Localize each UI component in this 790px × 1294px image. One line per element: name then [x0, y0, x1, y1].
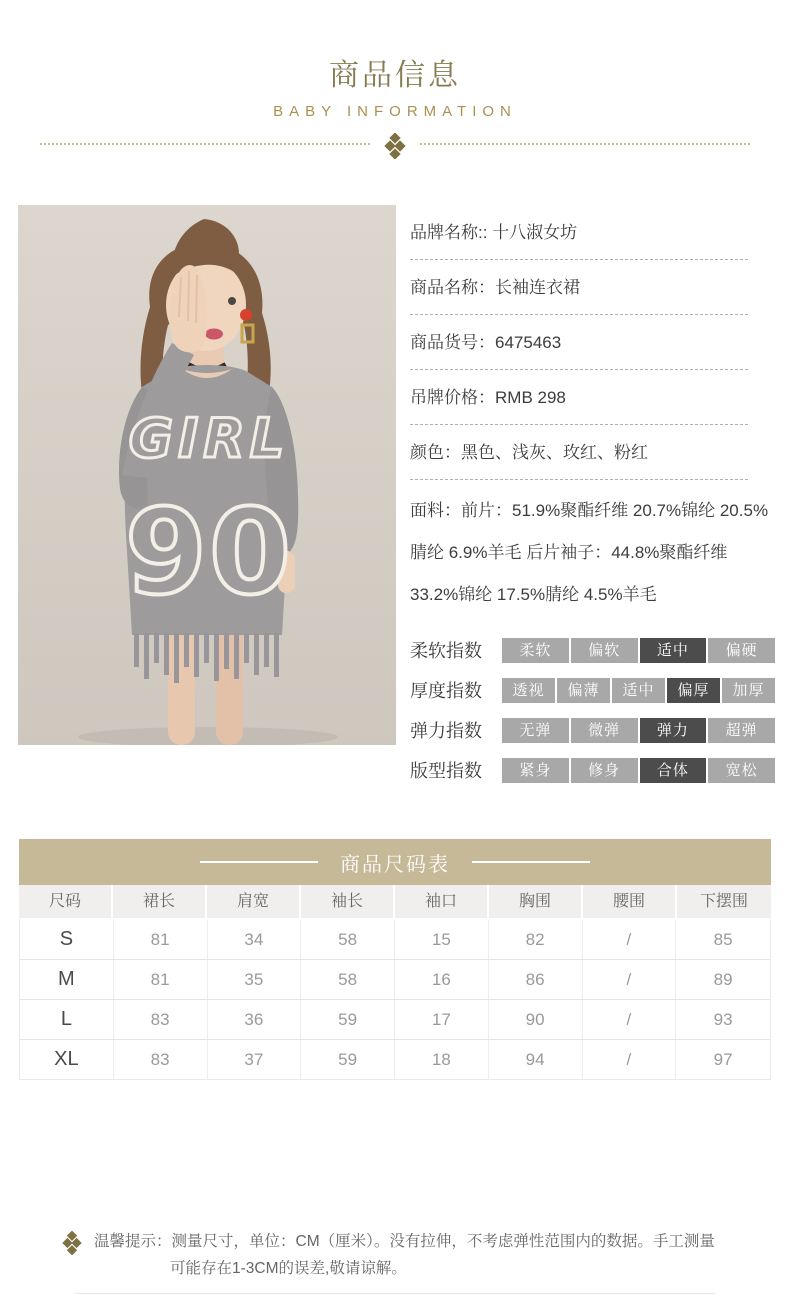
index-segment: 合体 [640, 758, 707, 783]
detail-row: 商品名称：长袖连衣裙 [410, 260, 748, 315]
product-photo [18, 205, 396, 745]
column-header: 肩宽 [207, 885, 301, 918]
value-cell: 83 [114, 1040, 208, 1079]
value-cell: 90 [489, 1000, 583, 1039]
model-lips [205, 329, 223, 340]
footer-note [62, 1228, 730, 1282]
value-cell: 16 [395, 960, 489, 999]
size-label-cell: XL [20, 1040, 114, 1079]
value-cell: 17 [395, 1000, 489, 1039]
detail-row: 面料：前片：51.9%聚酯纤维 20.7%锦纶 20.5%腈纶 6.9%羊毛 后片袖子：44.8%聚酯纤维 33.2%锦纶 17.5%腈纶 4.5%羊毛 [410, 501, 769, 604]
page-subtitle: BABY INFORMATION [273, 103, 517, 120]
index-segment: 偏软 [571, 638, 638, 663]
value-cell: 86 [489, 960, 583, 999]
value-cell: 89 [713, 970, 733, 989]
value-cell: 81 [114, 920, 208, 959]
detail-rows [410, 205, 775, 620]
value-cell: 36 [208, 1000, 302, 1039]
detail-row: 吊牌价格：RMB 298 [410, 370, 748, 425]
index-row [410, 750, 775, 790]
value-cell: / [583, 960, 677, 999]
index-segment: 超弹 [708, 718, 775, 743]
page-header [0, 0, 790, 120]
size-label-cell: L [20, 1000, 114, 1039]
index-bar [502, 678, 775, 703]
index-label: 版型指数 [410, 761, 482, 781]
value-cell: 83 [114, 1000, 208, 1039]
value-cell: 15 [395, 920, 489, 959]
table-row [20, 920, 770, 960]
product-details [410, 205, 775, 790]
footer-text [94, 1228, 715, 1282]
value-cell: 35 [208, 960, 302, 999]
table-row [20, 1040, 770, 1079]
size-table [19, 839, 771, 1080]
index-segment: 修身 [571, 758, 638, 783]
index-segment: 弹力 [640, 718, 707, 743]
footer-line1: 温馨提示：测量尺寸，单位：CM（厘米）。没有拉伸，不考虑弹性范围内的数据。手工测量 [94, 1233, 715, 1250]
index-bar [502, 758, 775, 783]
index-segment: 透视 [502, 678, 555, 703]
detail-row: 商品货号：6475463 [410, 315, 748, 370]
dress-print-90: 90 [124, 483, 294, 621]
column-header: 胸围 [489, 885, 583, 918]
index-row [410, 670, 775, 710]
index-segment: 偏薄 [557, 678, 610, 703]
diamond-icon [62, 1231, 82, 1282]
column-header: 袖长 [301, 885, 395, 918]
value-cell: 18 [395, 1040, 489, 1079]
index-segment: 无弹 [502, 718, 569, 743]
product-section [18, 205, 790, 790]
value-cell: 97 [713, 1050, 733, 1069]
index-label: 弹力指数 [410, 721, 482, 741]
value-cell: / [583, 1000, 677, 1039]
value-cell: 34 [208, 920, 302, 959]
index-segment: 柔软 [502, 638, 569, 663]
value-cell: 37 [208, 1040, 302, 1079]
index-segment: 偏厚 [667, 678, 720, 703]
index-rows [410, 630, 775, 790]
column-header: 下摆围 [699, 893, 748, 910]
value-cell: 94 [489, 1040, 583, 1079]
header-divider [40, 143, 750, 145]
value-cell: 59 [301, 1040, 395, 1079]
detail-row: 品牌名称:: 十八淑女坊 [410, 205, 748, 260]
index-segment: 适中 [612, 678, 665, 703]
value-cell: 58 [301, 920, 395, 959]
footer-line2: 可能存在1-3CM的误差,敬请谅解。 [170, 1260, 407, 1277]
index-bar [502, 638, 775, 663]
value-cell: 93 [713, 1010, 733, 1029]
value-cell: / [583, 1040, 677, 1079]
index-segment: 紧身 [502, 758, 569, 783]
dress-print-girl: GIRL [128, 407, 290, 470]
column-header: 腰围 [583, 885, 677, 918]
value-cell: 85 [713, 930, 733, 949]
size-table-columns [19, 885, 771, 918]
index-bar [502, 718, 775, 743]
size-label-cell: M [20, 960, 114, 999]
value-cell: 81 [114, 960, 208, 999]
index-label: 厚度指数 [410, 681, 482, 701]
index-segment: 偏硬 [708, 638, 775, 663]
index-segment: 适中 [640, 638, 707, 663]
table-row [20, 1000, 770, 1040]
page-title: 商品信息 [329, 59, 461, 92]
size-table-body [19, 918, 771, 1080]
index-row [410, 630, 775, 670]
table-row [20, 960, 770, 1000]
value-cell: / [583, 920, 677, 959]
red-earring [240, 309, 252, 321]
detail-row: 颜色：黑色、浅灰、玫红、粉红 [410, 425, 748, 480]
band-line-left [200, 861, 318, 863]
index-row [410, 710, 775, 750]
index-segment: 加厚 [722, 678, 775, 703]
index-segment: 宽松 [708, 758, 775, 783]
value-cell: 59 [301, 1000, 395, 1039]
value-cell: 58 [301, 960, 395, 999]
value-cell: 82 [489, 920, 583, 959]
band-line-right [472, 861, 590, 863]
model-eye [228, 297, 236, 305]
index-label: 柔软指数 [410, 641, 482, 661]
diamond-icon [370, 133, 420, 159]
column-header: 尺码 [19, 885, 113, 918]
index-segment: 微弹 [571, 718, 638, 743]
size-table-title: 商品尺码表 [340, 853, 450, 876]
column-header: 裙长 [113, 885, 207, 918]
column-header: 袖口 [395, 885, 489, 918]
size-table-title-band [19, 839, 771, 885]
size-label-cell: S [20, 920, 114, 959]
